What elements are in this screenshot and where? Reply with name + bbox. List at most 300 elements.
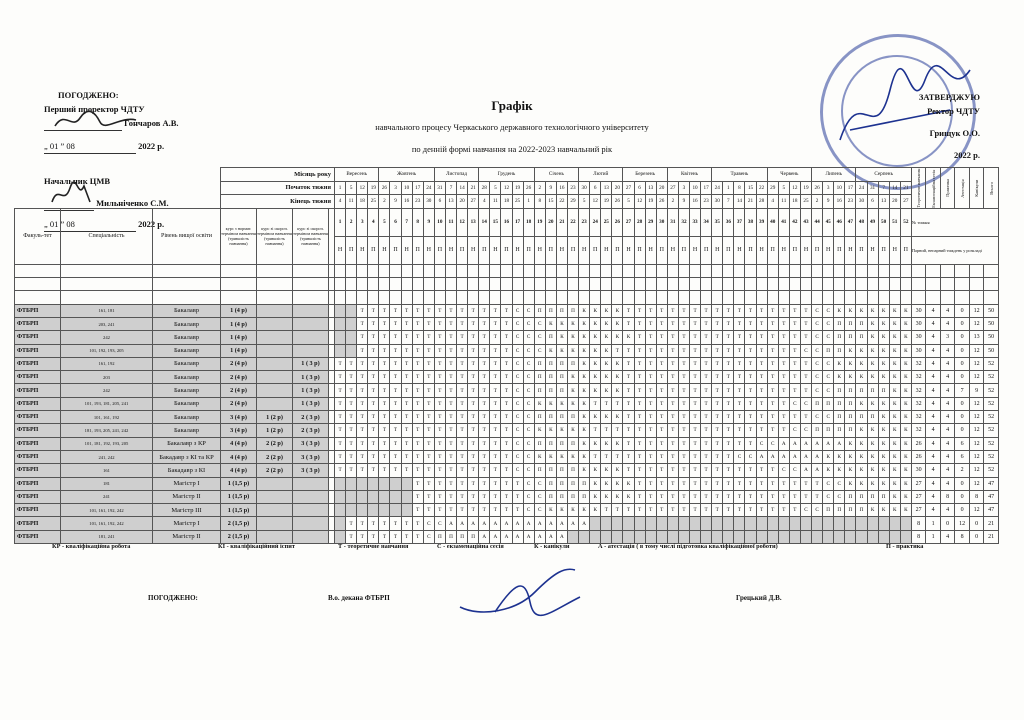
week-activity-cell: К — [601, 384, 612, 397]
faculty-cell: ФТБРП — [15, 450, 61, 463]
summary-cell: 4 — [926, 504, 941, 517]
week-activity-cell — [335, 331, 346, 344]
week-activity-cell: Т — [457, 450, 468, 463]
week-activity-cell: А — [567, 517, 578, 530]
week-activity-cell: Т — [667, 477, 678, 490]
week-activity-cell — [335, 517, 346, 530]
summary-cell: 21 — [984, 530, 999, 543]
faculty-cell: ФТБРП — [15, 424, 61, 437]
parity-cell: Н — [667, 236, 678, 264]
week-activity-cell: К — [900, 450, 911, 463]
week-activity-cell: Т — [634, 477, 645, 490]
summary-cell: 47 — [984, 490, 999, 503]
week-activity-cell: Т — [678, 371, 689, 384]
week-activity-cell: Т — [756, 464, 767, 477]
week-activity-cell: Т — [734, 411, 745, 424]
week-activity-cell: Т — [656, 344, 667, 357]
blank-cell — [656, 278, 667, 291]
summary-cell: 9 — [969, 384, 984, 397]
week-activity-cell: Т — [479, 490, 490, 503]
week-activity-cell: Т — [346, 450, 357, 463]
week-activity-cell: Т — [701, 504, 712, 517]
week-activity-cell: Т — [457, 464, 468, 477]
week-activity-cell: Т — [501, 437, 512, 450]
week-activity-cell: П — [845, 490, 856, 503]
week-activity-cell: П — [534, 357, 545, 370]
level-cell: Бакалавр — [153, 424, 221, 437]
blank-cell — [293, 264, 329, 277]
week-activity-cell: Т — [390, 464, 401, 477]
week-activity-cell: А — [556, 517, 567, 530]
week-activity-cell: Т — [767, 357, 778, 370]
week-activity-cell — [346, 317, 357, 330]
week-end-cell: 18 — [357, 195, 368, 209]
week-activity-cell: К — [545, 344, 556, 357]
blank-cell — [745, 291, 756, 304]
week-activity-cell — [612, 517, 623, 530]
week-activity-cell: Т — [479, 424, 490, 437]
week-activity-cell: К — [900, 344, 911, 357]
week-activity-cell: Т — [412, 371, 423, 384]
week-activity-cell: К — [612, 304, 623, 317]
week-activity-cell: Т — [346, 464, 357, 477]
week-activity-cell: С — [523, 357, 534, 370]
week-activity-cell: К — [856, 357, 867, 370]
week-activity-cell: Т — [634, 344, 645, 357]
week-activity-cell: Т — [712, 344, 723, 357]
summary-cell: 8 — [955, 530, 970, 543]
week-number-cell: 47 — [845, 208, 856, 236]
week-activity-cell: Т — [712, 397, 723, 410]
week-activity-cell — [390, 490, 401, 503]
blank-cell — [940, 278, 955, 291]
blank-cell — [889, 291, 900, 304]
week-activity-cell: Т — [434, 371, 445, 384]
week-activity-cell: Т — [423, 411, 434, 424]
week-activity-cell: П — [823, 424, 834, 437]
week-activity-cell: С — [534, 490, 545, 503]
parity-cell: П — [368, 236, 379, 264]
week-activity-cell — [357, 490, 368, 503]
week-activity-cell: Т — [412, 357, 423, 370]
week-activity-cell: Т — [612, 397, 623, 410]
week-activity-cell: П — [845, 384, 856, 397]
blank-cell — [567, 278, 578, 291]
blank-cell — [984, 264, 999, 277]
week-start-cell: 20 — [612, 181, 623, 195]
week-activity-cell: Т — [734, 317, 745, 330]
week-end-cell: 16 — [401, 195, 412, 209]
week-start-cell: 26 — [812, 181, 823, 195]
blank-cell — [257, 278, 293, 291]
week-activity-cell: Т — [690, 504, 701, 517]
week-activity-cell — [390, 477, 401, 490]
week-activity-cell: Т — [368, 450, 379, 463]
blank-cell — [984, 291, 999, 304]
blank-cell — [656, 264, 667, 277]
week-activity-cell — [346, 490, 357, 503]
week-activity-cell: Т — [445, 411, 456, 424]
week-activity-cell: Т — [479, 437, 490, 450]
week-start-cell: 12 — [357, 181, 368, 195]
week-activity-cell: К — [579, 504, 590, 517]
week-number-cell: 40 — [767, 208, 778, 236]
week-activity-cell — [656, 530, 667, 543]
course-short-cell — [257, 504, 293, 517]
week-activity-cell: Т — [390, 371, 401, 384]
week-activity-cell: Т — [712, 450, 723, 463]
parity-cell: Н — [845, 236, 856, 264]
parity-cell: Н — [534, 236, 545, 264]
blank-cell — [867, 278, 878, 291]
summary-cell: 50 — [984, 317, 999, 330]
week-start-cell: 16 — [556, 181, 567, 195]
summary-cell: 4 — [940, 477, 955, 490]
blank-cell — [545, 291, 556, 304]
blank-cell — [445, 278, 456, 291]
year-2: 2022 р. — [138, 219, 165, 229]
week-start-cell: 7 — [878, 181, 889, 195]
week-activity-cell: Т — [445, 331, 456, 344]
week-activity-cell: Т — [667, 411, 678, 424]
week-activity-cell: П — [845, 411, 856, 424]
week-activity-cell: К — [889, 450, 900, 463]
week-activity-cell: Т — [412, 464, 423, 477]
week-number-cell: 7 — [401, 208, 412, 236]
week-activity-cell — [368, 490, 379, 503]
blank-cell — [590, 278, 601, 291]
course-short2-cell: 1 ( 3 р) — [293, 357, 329, 370]
week-activity-cell: Т — [368, 437, 379, 450]
week-activity-cell: К — [623, 331, 634, 344]
week-number-cell: 32 — [678, 208, 689, 236]
week-activity-cell: Т — [667, 384, 678, 397]
week-activity-cell: Т — [445, 477, 456, 490]
blank-cell — [723, 291, 734, 304]
week-activity-cell: П — [556, 384, 567, 397]
blank-cell — [445, 291, 456, 304]
week-activity-cell: К — [856, 437, 867, 450]
summary-cell: 27 — [911, 504, 926, 517]
week-activity-cell: К — [845, 344, 856, 357]
summary-cell: 12 — [969, 411, 984, 424]
week-activity-cell: Т — [501, 344, 512, 357]
week-number-cell: 14 — [479, 208, 490, 236]
week-activity-cell: Т — [335, 424, 346, 437]
week-activity-cell: К — [601, 331, 612, 344]
week-activity-cell: Т — [712, 490, 723, 503]
week-activity-cell: К — [612, 477, 623, 490]
week-activity-cell: К — [834, 357, 845, 370]
blank-cell — [701, 278, 712, 291]
week-activity-cell: С — [823, 317, 834, 330]
blank-cell — [423, 291, 434, 304]
week-activity-cell: Т — [335, 397, 346, 410]
week-activity-cell: Т — [745, 331, 756, 344]
week-activity-cell: К — [601, 477, 612, 490]
week-activity-cell: К — [590, 504, 601, 517]
week-activity-cell: Т — [734, 464, 745, 477]
week-number-cell: 3 — [357, 208, 368, 236]
week-activity-cell: Т — [767, 424, 778, 437]
week-activity-cell: Т — [723, 371, 734, 384]
week-activity-cell: Т — [490, 384, 501, 397]
week-activity-cell: Т — [712, 304, 723, 317]
week-activity-cell: А — [545, 517, 556, 530]
week-activity-cell: П — [545, 477, 556, 490]
level-cell: Магістр І — [153, 477, 221, 490]
week-activity-cell: Т — [434, 490, 445, 503]
week-start-cell: 3 — [823, 181, 834, 195]
blank-cell — [812, 278, 823, 291]
week-activity-cell: Т — [656, 437, 667, 450]
course-short2-cell — [293, 530, 329, 543]
blank-cell — [667, 264, 678, 277]
week-activity-cell: Т — [634, 490, 645, 503]
week-activity-cell: А — [812, 450, 823, 463]
week-activity-cell: С — [512, 397, 523, 410]
week-activity-cell: Т — [412, 530, 423, 543]
week-number-cell: 39 — [756, 208, 767, 236]
blank-cell — [878, 278, 889, 291]
week-activity-cell: Т — [745, 304, 756, 317]
blank-cell — [823, 278, 834, 291]
week-activity-cell: Т — [434, 464, 445, 477]
week-activity-cell: Т — [379, 424, 390, 437]
week-activity-cell: Т — [690, 464, 701, 477]
blank-cell — [955, 278, 970, 291]
week-activity-cell: Т — [423, 371, 434, 384]
week-end-cell: 14 — [734, 195, 745, 209]
week-end-cell: 18 — [789, 195, 800, 209]
week-activity-cell: Т — [401, 317, 412, 330]
blank-cell — [845, 264, 856, 277]
week-activity-cell: С — [423, 530, 434, 543]
week-activity-cell: П — [556, 464, 567, 477]
week-activity-cell: Т — [490, 371, 501, 384]
blank-cell — [667, 291, 678, 304]
week-activity-cell: Т — [701, 477, 712, 490]
week-number-cell: 20 — [545, 208, 556, 236]
week-activity-cell: Т — [734, 397, 745, 410]
summary-cell: 52 — [984, 424, 999, 437]
week-activity-cell: П — [867, 411, 878, 424]
week-activity-cell: Т — [601, 450, 612, 463]
blank-cell — [634, 291, 645, 304]
week-activity-cell: Т — [723, 464, 734, 477]
week-activity-cell: Т — [734, 331, 745, 344]
parity-cell: П — [479, 236, 490, 264]
week-activity-cell: Т — [723, 504, 734, 517]
week-activity-cell: Т — [401, 331, 412, 344]
blank-cell — [984, 278, 999, 291]
week-number-cell: 18 — [523, 208, 534, 236]
week-start-cell: 17 — [412, 181, 423, 195]
course-short-cell — [257, 530, 293, 543]
week-activity-cell: А — [579, 517, 590, 530]
week-start-cell: 31 — [434, 181, 445, 195]
summary-cell: 4 — [940, 317, 955, 330]
week-activity-cell: Т — [756, 490, 767, 503]
week-activity-cell: С — [823, 357, 834, 370]
week-activity-cell: С — [834, 490, 845, 503]
blank-cell — [940, 264, 955, 277]
week-number-cell: 48 — [856, 208, 867, 236]
week-start-cell: 10 — [690, 181, 701, 195]
week-activity-cell: Т — [357, 450, 368, 463]
blank-cell — [401, 291, 412, 304]
blank-cell — [723, 278, 734, 291]
week-activity-cell: С — [812, 344, 823, 357]
week-activity-cell: С — [812, 384, 823, 397]
week-activity-cell: Т — [390, 344, 401, 357]
parity-cell: Н — [867, 236, 878, 264]
summary-cell: 4 — [926, 331, 941, 344]
week-activity-cell: Т — [701, 397, 712, 410]
blank-cell — [601, 264, 612, 277]
week-activity-cell: Т — [701, 331, 712, 344]
week-activity-cell: Т — [434, 450, 445, 463]
blank-cell — [479, 278, 490, 291]
week-activity-cell: П — [567, 437, 578, 450]
week-activity-cell: С — [523, 477, 534, 490]
week-activity-cell: К — [556, 331, 567, 344]
blank-cell — [257, 291, 293, 304]
course-cell: 1 (1,5 р) — [221, 477, 257, 490]
week-activity-cell: Т — [756, 397, 767, 410]
parity-cell: П — [567, 236, 578, 264]
blank-cell — [834, 291, 845, 304]
week-activity-cell: К — [834, 464, 845, 477]
blank-cell — [955, 291, 970, 304]
week-activity-cell: Т — [712, 371, 723, 384]
week-activity-cell: С — [789, 397, 800, 410]
week-activity-cell: К — [601, 304, 612, 317]
week-activity-cell: Т — [634, 317, 645, 330]
week-activity-cell: Т — [501, 424, 512, 437]
summary-cell: 12 — [969, 317, 984, 330]
week-activity-cell: П — [845, 504, 856, 517]
week-activity-cell: Т — [368, 371, 379, 384]
week-activity-cell: А — [778, 450, 789, 463]
faculty-cell: ФТБРП — [15, 384, 61, 397]
week-activity-cell: С — [800, 397, 811, 410]
week-activity-cell: Т — [401, 384, 412, 397]
week-activity-cell: Т — [379, 411, 390, 424]
week-activity-cell: Т — [512, 504, 523, 517]
summary-cell: 52 — [984, 371, 999, 384]
week-activity-cell: К — [579, 450, 590, 463]
blank-cell — [789, 278, 800, 291]
week-start-cell: 24 — [856, 181, 867, 195]
week-activity-cell: С — [812, 331, 823, 344]
week-activity-cell: К — [567, 384, 578, 397]
summary-cell: 0 — [955, 317, 970, 330]
week-activity-cell: Т — [379, 317, 390, 330]
week-activity-cell: Т — [723, 477, 734, 490]
week-activity-cell: К — [612, 464, 623, 477]
week-activity-cell: К — [579, 397, 590, 410]
week-activity-cell: Т — [734, 384, 745, 397]
week-activity-cell: Т — [457, 397, 468, 410]
week-start-cell: 2 — [534, 181, 545, 195]
week-activity-cell: С — [523, 317, 534, 330]
parity-cell: Н — [601, 236, 612, 264]
week-activity-cell: П — [856, 317, 867, 330]
blank-cell — [390, 278, 401, 291]
week-activity-cell: П — [579, 490, 590, 503]
week-activity-cell: А — [457, 517, 468, 530]
week-end-cell: 12 — [590, 195, 601, 209]
week-activity-cell: Т — [490, 344, 501, 357]
week-activity-cell: Т — [667, 464, 678, 477]
week-number-cell: 25 — [601, 208, 612, 236]
week-end-cell: 16 — [690, 195, 701, 209]
week-activity-cell: Т — [423, 490, 434, 503]
blank-cell — [501, 264, 512, 277]
week-activity-cell: Т — [390, 317, 401, 330]
week-activity-cell: К — [889, 357, 900, 370]
week-activity-cell: К — [900, 357, 911, 370]
week-number-cell: 41 — [778, 208, 789, 236]
blank-cell — [523, 278, 534, 291]
week-start-cell: 13 — [601, 181, 612, 195]
week-activity-cell: К — [889, 424, 900, 437]
week-activity-cell: Т — [690, 304, 701, 317]
blank-cell — [926, 291, 941, 304]
level-cell: Бакалавр — [153, 357, 221, 370]
week-activity-cell: Т — [645, 344, 656, 357]
week-activity-cell: Т — [368, 464, 379, 477]
week-activity-cell: Т — [445, 384, 456, 397]
parity-cell: П — [545, 236, 556, 264]
week-activity-cell: Т — [401, 464, 412, 477]
week-number-cell: 42 — [789, 208, 800, 236]
week-activity-cell: Т — [346, 397, 357, 410]
week-activity-cell: Т — [634, 464, 645, 477]
week-activity-cell: П — [534, 437, 545, 450]
blank-cell — [678, 291, 689, 304]
faculty-cell: ФТБРП — [15, 477, 61, 490]
week-start-cell: 1 — [335, 181, 346, 195]
week-activity-cell: С — [823, 411, 834, 424]
week-activity-cell: К — [567, 504, 578, 517]
footer-dean-name: Грецький Д.В. — [736, 594, 782, 602]
week-activity-cell: К — [900, 504, 911, 517]
week-number-cell: 34 — [701, 208, 712, 236]
week-start-cell: 27 — [667, 181, 678, 195]
week-activity-cell: С — [534, 477, 545, 490]
week-activity-cell: Т — [479, 371, 490, 384]
week-activity-cell: Т — [745, 424, 756, 437]
week-activity-cell: Т — [656, 490, 667, 503]
week-activity-cell: Т — [357, 397, 368, 410]
week-activity-cell: Т — [701, 464, 712, 477]
course-short-cell: 1 (2 р) — [257, 411, 293, 424]
week-activity-cell: К — [601, 437, 612, 450]
summary-cell: 4 — [940, 450, 955, 463]
blank-cell — [357, 264, 368, 277]
week-activity-cell: Т — [512, 490, 523, 503]
week-activity-cell — [900, 530, 911, 543]
parity-cell: Н — [690, 236, 701, 264]
week-activity-cell — [346, 331, 357, 344]
week-activity-cell — [623, 530, 634, 543]
blank-cell — [379, 278, 390, 291]
level-cell: Бакалавр — [153, 317, 221, 330]
week-activity-cell: К — [900, 384, 911, 397]
week-activity-cell: А — [534, 517, 545, 530]
